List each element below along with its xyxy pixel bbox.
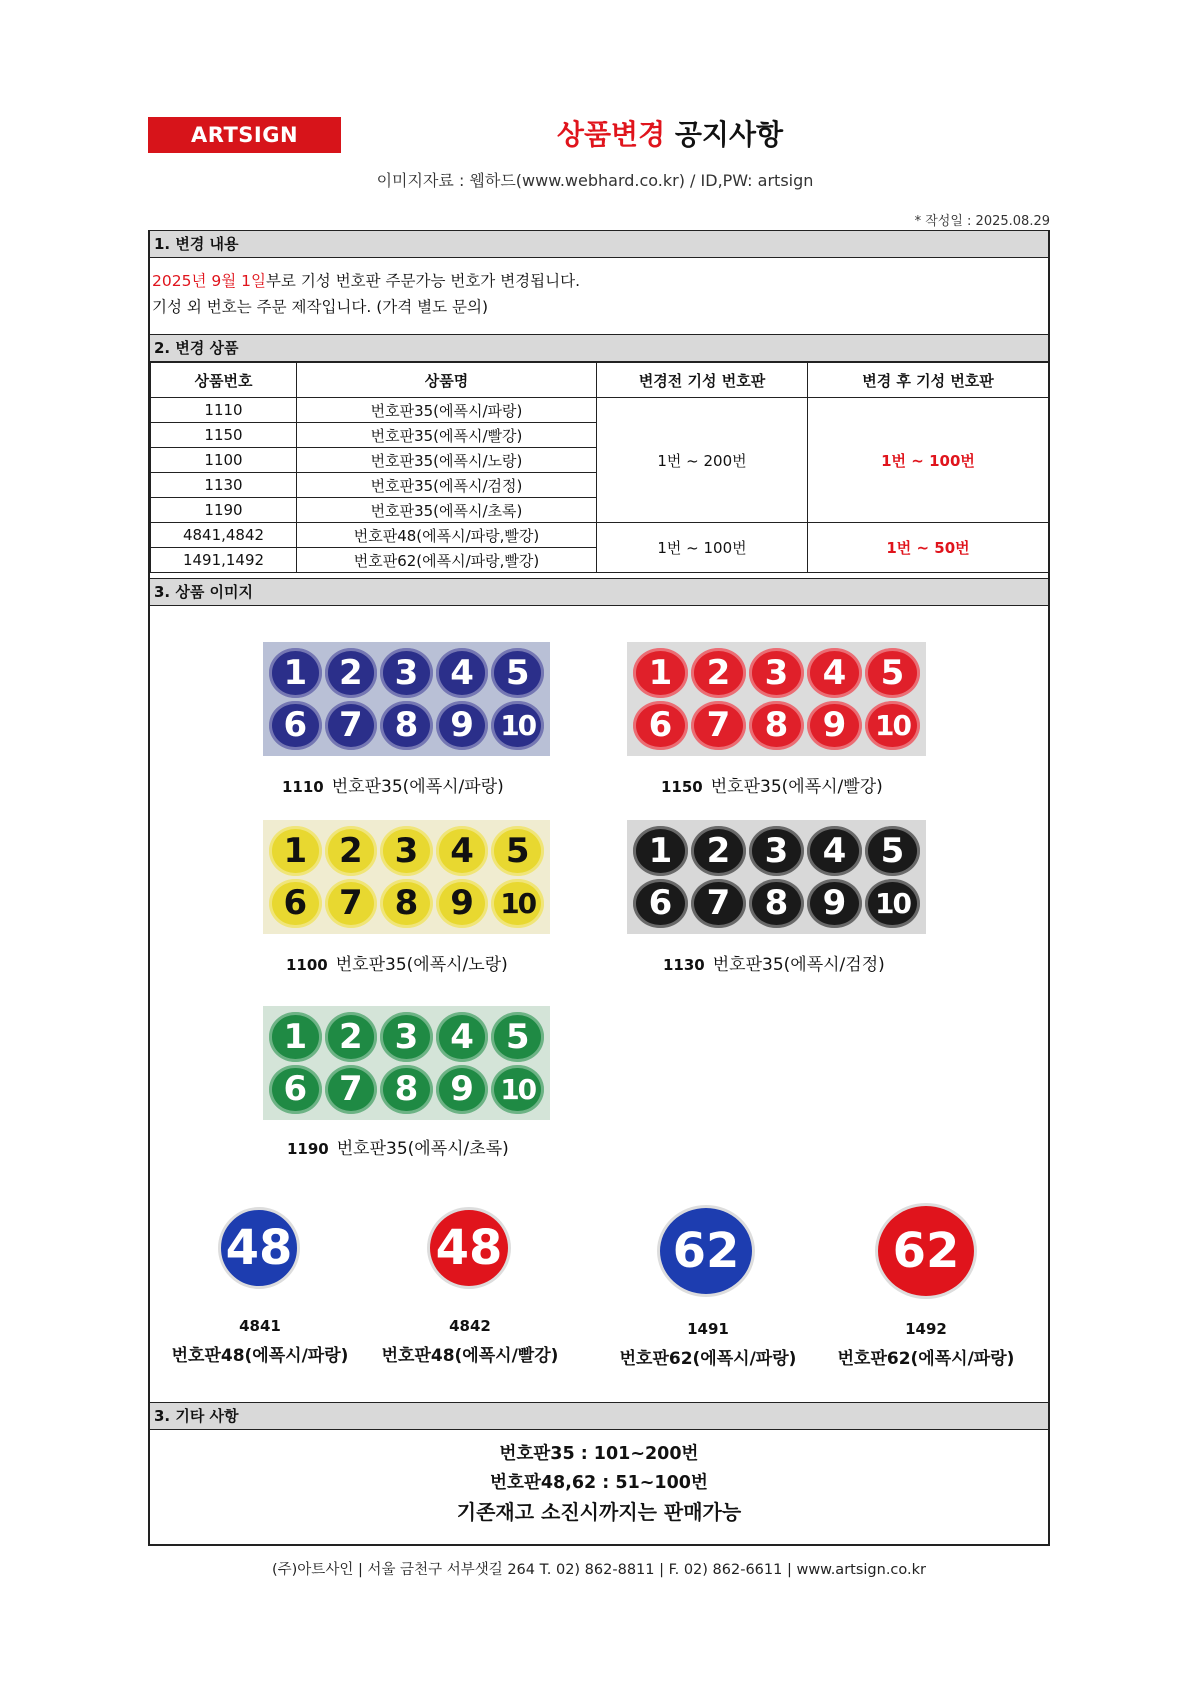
number-disc: 3 [380, 1012, 433, 1062]
notice-line2: 기성 외 번호는 주문 제작입니다. (가격 별도 문의) [152, 298, 488, 316]
product-name: 번호판35(에폭시/노랑) [297, 448, 597, 473]
image-caption [282, 772, 504, 797]
number-disc: 8 [380, 879, 433, 929]
number-plate-image-green [263, 1006, 550, 1120]
number-disc: 5 [491, 648, 544, 698]
product-name: 번호판62(에폭시/파랑,빨강) [297, 548, 597, 573]
number-disc: 3 [749, 648, 804, 698]
note-line-stock: 기존재고 소진시까지는 판매가능 [456, 1500, 742, 1524]
table-row [151, 523, 1049, 548]
table-header-row [151, 363, 1049, 398]
number-disc: 10 [491, 1065, 544, 1115]
number-disc: 5 [491, 1012, 544, 1062]
product-code: 1190 [151, 498, 297, 523]
after-range: 1번 ~ 50번 [808, 523, 1049, 573]
caption-code: 1150 [661, 778, 703, 796]
number-disc: 9 [807, 701, 862, 751]
plate-code: 4841 [239, 1317, 281, 1335]
plate-62-red-image: 62 [875, 1203, 977, 1299]
number-disc: 4 [436, 1012, 489, 1062]
plate-caption [826, 1320, 1026, 1369]
effective-date: 2025년 9월 1일 [152, 272, 266, 290]
caption-label: 번호판35(에폭시/빨강) [710, 777, 883, 797]
number-disc: 9 [436, 701, 489, 751]
number-disc: 7 [325, 879, 378, 929]
number-disc: 10 [491, 879, 544, 929]
written-date: * 작성일 : 2025.08.29 [914, 214, 1050, 229]
before-range: 1번 ~ 100번 [597, 523, 808, 573]
col-header-before: 변경전 기성 번호판 [597, 363, 808, 398]
image-source-note: 이미지자료 : 웹하드(www.webhard.co.kr) / ID,PW: artsign [376, 171, 814, 190]
number-plate-image-yellow [263, 820, 550, 934]
caption-label: 번호판35(에폭시/초록) [336, 1139, 509, 1159]
number-disc: 7 [691, 879, 746, 929]
number-disc: 9 [436, 879, 489, 929]
number-plate-image-red [627, 642, 926, 756]
plate-48-red-image: 48 [427, 1207, 511, 1289]
plate-label: 번호판48(에폭시/빨강) [381, 1346, 559, 1366]
number-disc: 7 [691, 701, 746, 751]
number-disc: 3 [380, 648, 433, 698]
plate-code: 1491 [687, 1320, 729, 1338]
product-code: 1491,1492 [151, 548, 297, 573]
plate-code: 1492 [905, 1320, 947, 1338]
number-disc: 8 [380, 1065, 433, 1115]
plate-caption [160, 1317, 360, 1366]
plate-caption [608, 1320, 808, 1369]
image-caption [286, 950, 508, 975]
number-disc: 1 [633, 648, 688, 698]
note-line-35: 번호판35 : 101~200번 [499, 1444, 699, 1464]
number-disc: 5 [865, 648, 920, 698]
image-caption [661, 772, 883, 797]
col-header-after: 변경 후 기성 번호판 [808, 363, 1049, 398]
plate-48-blue-image: 48 [218, 1207, 300, 1289]
product-code: 4841,4842 [151, 523, 297, 548]
section-header-change-details: 1. 변경 내용 [150, 230, 1048, 258]
number-disc: 8 [749, 879, 804, 929]
number-disc: 8 [380, 701, 433, 751]
number-disc: 6 [269, 701, 322, 751]
title-rest: 공지사항 [674, 118, 784, 151]
number-disc: 4 [436, 648, 489, 698]
plate-code: 4842 [449, 1317, 491, 1335]
product-name: 번호판35(에폭시/초록) [297, 498, 597, 523]
number-disc: 10 [865, 879, 920, 929]
caption-label: 번호판35(에폭시/파랑) [331, 777, 504, 797]
image-caption [287, 1134, 509, 1159]
number-disc: 7 [325, 701, 378, 751]
caption-code: 1100 [286, 956, 328, 974]
number-disc: 10 [491, 701, 544, 751]
number-disc: 9 [807, 879, 862, 929]
product-name: 번호판35(에폭시/파랑) [297, 398, 597, 423]
product-code: 1110 [151, 398, 297, 423]
col-header-code: 상품번호 [151, 363, 297, 398]
number-disc: 3 [749, 826, 804, 876]
title-highlight: 상품변경 [556, 118, 666, 151]
plate-caption [370, 1317, 570, 1366]
number-disc: 2 [691, 648, 746, 698]
number-disc: 7 [325, 1065, 378, 1115]
caption-code: 1110 [282, 778, 324, 796]
number-disc: 4 [436, 826, 489, 876]
change-notice [152, 268, 580, 320]
number-plate-image-black [627, 820, 926, 934]
product-code: 1100 [151, 448, 297, 473]
number-disc: 2 [691, 826, 746, 876]
number-disc: 9 [436, 1065, 489, 1115]
product-change-table [150, 362, 1049, 573]
number-disc: 2 [325, 1012, 378, 1062]
page-title [420, 113, 920, 153]
number-disc: 1 [633, 826, 688, 876]
number-disc: 6 [269, 879, 322, 929]
company-footer: (주)아트사인 | 서울 금천구 서부샛길 264 T. 02) 862-8811 | F. 02) 862-6611 | www.artsign.co.kr [271, 1562, 926, 1578]
number-disc: 6 [269, 1065, 322, 1115]
number-disc: 8 [749, 701, 804, 751]
notice-line1: 부로 기성 번호판 주문가능 번호가 변경됩니다. [265, 272, 581, 290]
number-disc: 4 [807, 648, 862, 698]
number-disc: 2 [325, 826, 378, 876]
number-disc: 4 [807, 826, 862, 876]
note-line-48-62: 번호판48,62 : 51~100번 [490, 1473, 708, 1493]
section-header-changed-products: 2. 변경 상품 [150, 334, 1048, 362]
plate-label: 번호판62(에폭시/파랑) [619, 1349, 797, 1369]
number-disc: 1 [269, 826, 322, 876]
col-header-name: 상품명 [297, 363, 597, 398]
section-header-product-images: 3. 상품 이미지 [150, 578, 1048, 606]
other-notes [150, 1440, 1048, 1527]
number-disc: 10 [865, 701, 920, 751]
plate-label: 번호판62(에폭시/파랑) [837, 1349, 1015, 1369]
product-name: 번호판35(에폭시/빨강) [297, 423, 597, 448]
number-disc: 5 [491, 826, 544, 876]
plate-62-blue-image: 62 [657, 1205, 755, 1297]
after-range: 1번 ~ 100번 [808, 398, 1049, 523]
number-disc: 2 [325, 648, 378, 698]
image-caption [663, 950, 885, 975]
caption-label: 번호판35(에폭시/검정) [712, 955, 885, 975]
number-disc: 6 [633, 879, 688, 929]
product-name: 번호판35(에폭시/검정) [297, 473, 597, 498]
product-code: 1150 [151, 423, 297, 448]
product-name: 번호판48(에폭시/파랑,빨강) [297, 523, 597, 548]
caption-code: 1190 [287, 1140, 329, 1158]
section-header-other-notes: 3. 기타 사항 [150, 1402, 1048, 1430]
number-plate-image-blue [263, 642, 550, 756]
number-disc: 1 [269, 1012, 322, 1062]
number-disc: 6 [633, 701, 688, 751]
number-disc: 1 [269, 648, 322, 698]
number-disc: 3 [380, 826, 433, 876]
caption-code: 1130 [663, 956, 705, 974]
number-disc: 5 [865, 826, 920, 876]
plate-label: 번호판48(에폭시/파랑) [171, 1346, 349, 1366]
table-row [151, 398, 1049, 423]
artsign-logo: ARTSIGN [148, 117, 341, 153]
product-code: 1130 [151, 473, 297, 498]
caption-label: 번호판35(에폭시/노랑) [335, 955, 508, 975]
before-range: 1번 ~ 200번 [597, 398, 808, 523]
